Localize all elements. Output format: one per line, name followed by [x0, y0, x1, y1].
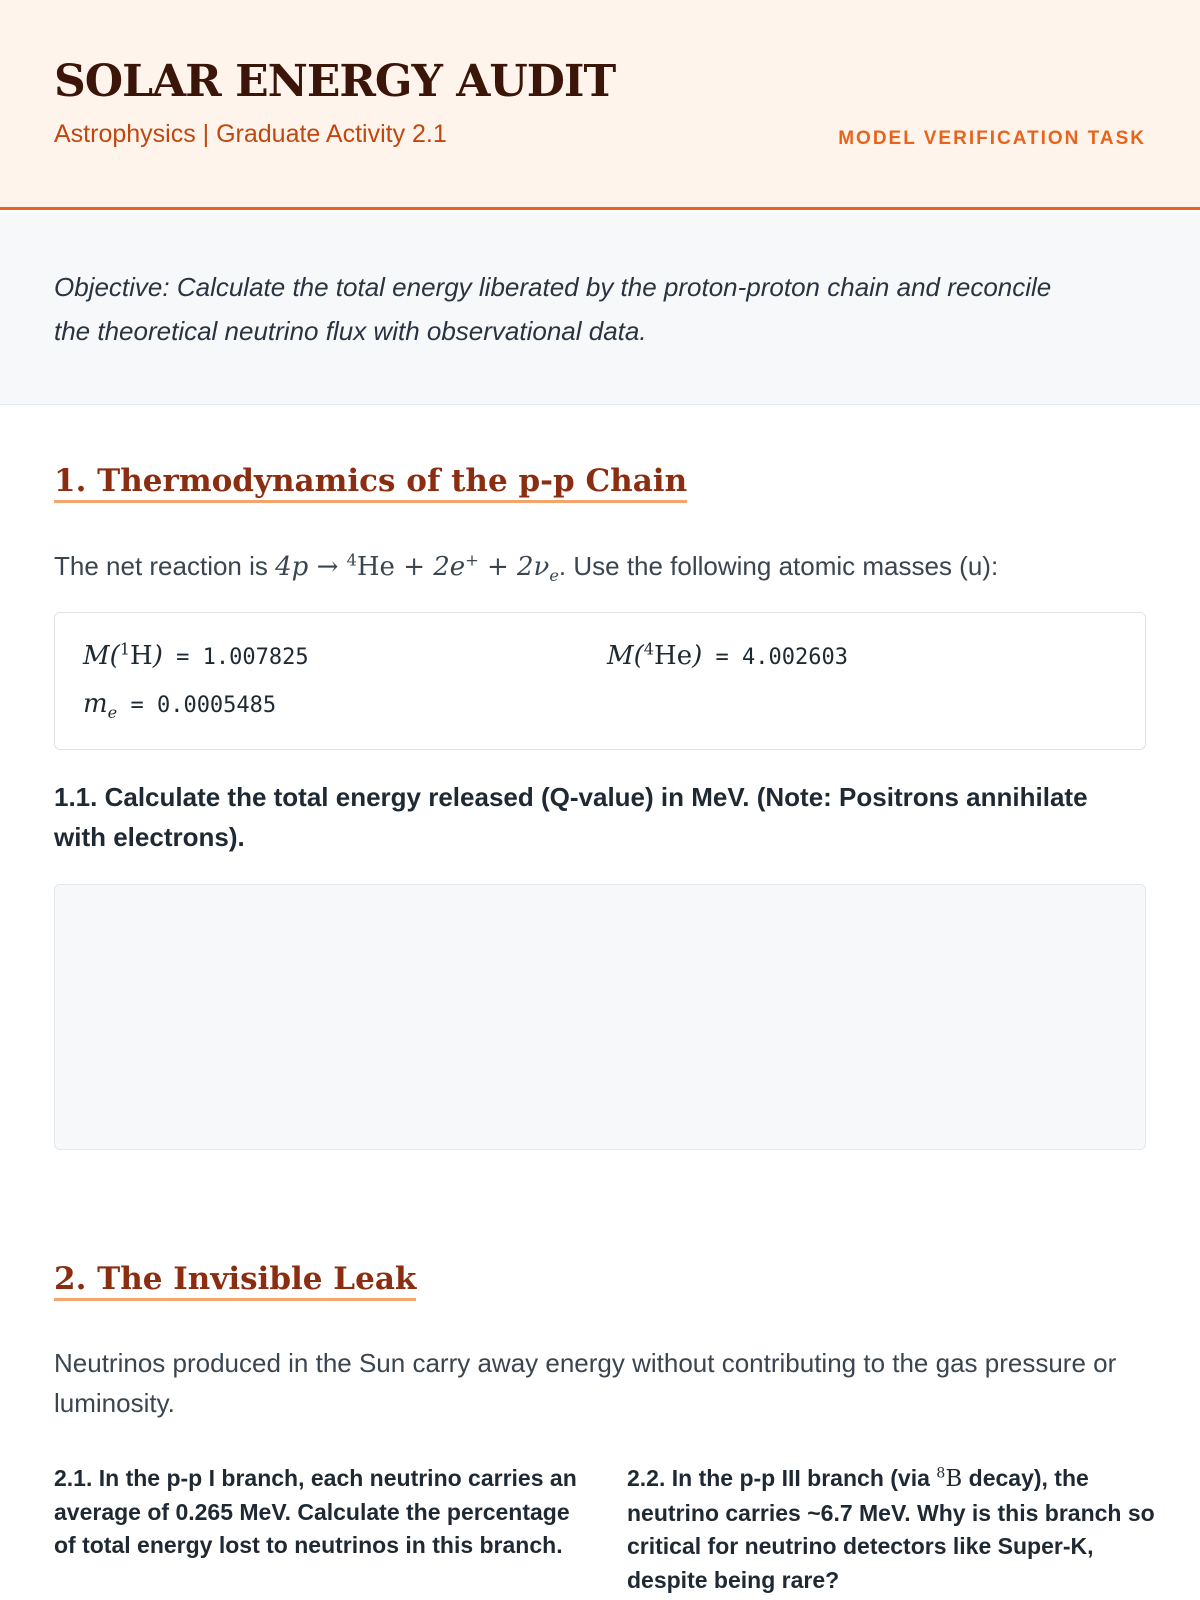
mass-h1-value: 1.007825	[202, 645, 309, 670]
question-1-1: 1.1. Calculate the total energy released (Q-value) in MeV. (Note: Positrons annihilate with electrons).	[54, 782, 1088, 852]
section-1-title: 1. Thermodynamics of the p-p Chain	[54, 462, 687, 503]
answer-area-1-1[interactable]	[54, 884, 1146, 1150]
objective-text: Objective: Calculate the total energy liberated by the proton-proton chain and reconcile the theoretical neutrino flux with observational data.	[54, 272, 1052, 346]
mass-electron-symbol: $m_e$	[83, 689, 118, 723]
question-2-2-prefix: 2.2. In the p-p III branch (via	[627, 1465, 930, 1491]
question-2-2	[627, 1462, 1157, 1597]
question-2-2-suffix: decay), the neutrino carries ~6.7 MeV. Why is this branch so critical for neutrino detectors like Super-K, despite being rare?	[627, 1465, 1155, 1593]
mass-electron: $m_e = 0.0005485$	[83, 689, 277, 723]
question-2-1: 2.1. In the p-p I branch, each neutrino carries an average of 0.265 MeV. Calculate the percentage of total energy lost to neutrinos in this branch.	[54, 1465, 577, 1558]
mass-h1-symbol: M($^1$H)	[83, 639, 163, 671]
task-tag: MODEL VERIFICATION TASK	[838, 128, 1146, 149]
atomic-mass-table	[54, 612, 1146, 750]
reaction-intro-suffix: . Use the following atomic masses (u):	[558, 551, 999, 581]
mass-he4-symbol: M($^4$He)	[607, 639, 703, 671]
reaction-intro	[54, 546, 1144, 587]
reaction-intro-prefix: The net reaction is	[54, 551, 268, 581]
section-2-intro: Neutrinos produced in the Sun carry away energy without contributing to the gas pressure or luminosity.	[54, 1348, 1117, 1418]
page-subtitle: Astrophysics | Graduate Activity 2.1	[54, 120, 447, 148]
boron-8-symbol: $^8$B	[936, 1465, 963, 1492]
mass-electron-value: 0.0005485	[156, 693, 277, 718]
page-header	[0, 0, 1200, 210]
reaction-equation: $4p \to ^4He + 2e^+ + 2\nu_e$	[275, 550, 559, 586]
mass-he4-value: 4.002603	[741, 645, 848, 670]
page-title: SOLAR ENERGY AUDIT	[54, 56, 616, 107]
mass-h1: M($^1$H) = 1.007825	[83, 639, 309, 671]
section-2-title: 2. The Invisible Leak	[54, 1260, 416, 1301]
mass-he4: M($^4$He) = 4.002603	[607, 639, 848, 671]
objective-panel	[0, 213, 1200, 405]
